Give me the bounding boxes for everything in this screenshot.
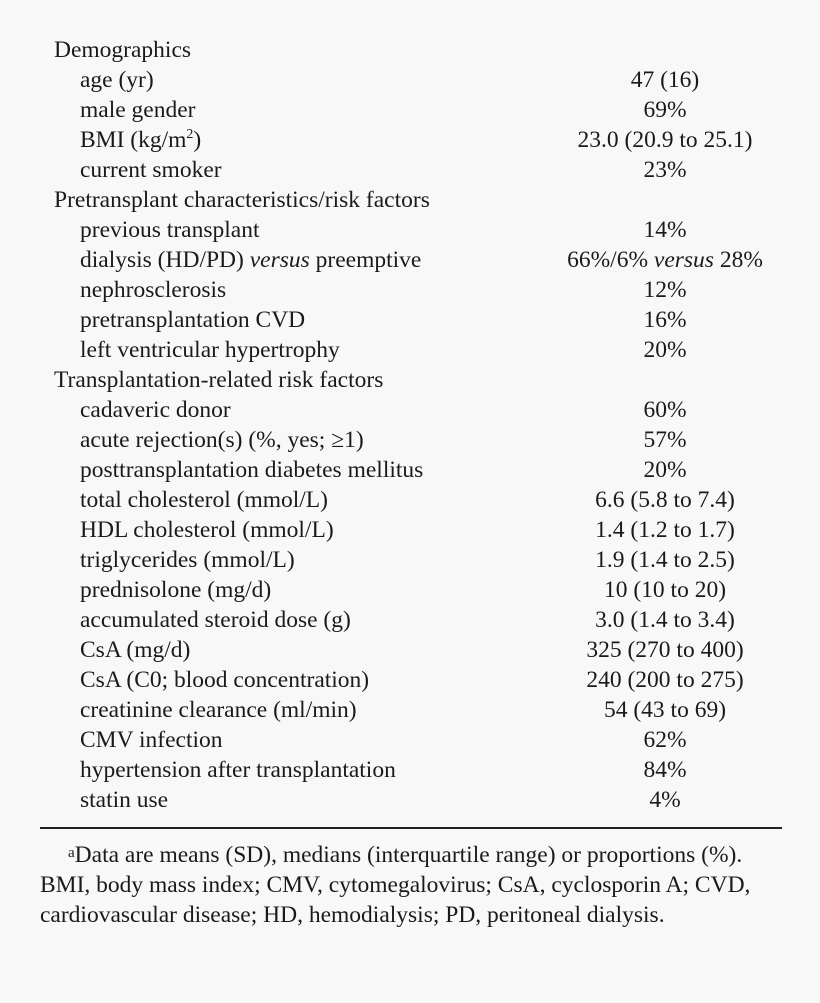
table-row <box>40 455 782 485</box>
table-row <box>40 635 782 665</box>
table-row <box>40 575 782 605</box>
row-label: dialysis (HD/PD) versus preemptive <box>80 246 422 273</box>
row-label: acute rejection(s) (%, yes; ≥1) <box>80 426 364 453</box>
row-label: statin use <box>80 786 169 813</box>
row-label: CMV infection <box>80 726 223 753</box>
section-label: Transplantation-related risk factors <box>54 366 384 393</box>
row-value: 3.0 (1.4 to 3.4) <box>595 606 735 633</box>
table-row <box>40 65 782 95</box>
table-row <box>40 425 782 455</box>
row-value: 66%/6% versus 28% <box>567 246 763 273</box>
row-label: male gender <box>80 96 196 123</box>
row-label: hypertension after transplantation <box>80 756 396 783</box>
row-label: left ventricular hypertrophy <box>80 336 340 363</box>
table-footnote <box>40 840 782 930</box>
table-row <box>40 785 782 815</box>
row-value: 4% <box>649 786 681 813</box>
row-label: CsA (mg/d) <box>80 636 191 663</box>
section-label: Pretransplant characteristics/risk factors <box>54 186 430 213</box>
table-row <box>40 695 782 725</box>
table-rule <box>40 827 782 829</box>
table-row <box>40 515 782 545</box>
row-value: 14% <box>643 216 687 243</box>
section-header-row <box>40 365 782 395</box>
row-label: triglycerides (mmol/L) <box>80 546 295 573</box>
table-row <box>40 155 782 185</box>
table-row <box>40 125 782 155</box>
row-label: pretransplantation CVD <box>80 306 306 333</box>
row-label: nephrosclerosis <box>80 276 227 303</box>
row-value: 23.0 (20.9 to 25.1) <box>577 126 753 153</box>
row-value: 16% <box>643 306 687 333</box>
footnote-text: Data are means (SD), medians (interquartile range) or proportions (%). BMI, body mass index; CMV, cytomegalovirus; CsA, cyclosporin A; CVD, cardiovascular disease; HD, hemodialysis; PD, peritoneal dialysis. <box>40 842 751 928</box>
table-row <box>40 485 782 515</box>
row-value: 12% <box>643 276 687 303</box>
row-value: 20% <box>643 456 687 483</box>
table-row <box>40 305 782 335</box>
row-value: 84% <box>643 756 687 783</box>
section-header-row <box>40 185 782 215</box>
row-label: previous transplant <box>80 216 260 243</box>
row-value: 240 (200 to 275) <box>586 666 744 693</box>
section-header-row <box>40 35 782 65</box>
row-value: 23% <box>643 156 687 183</box>
section-label: Demographics <box>54 36 192 63</box>
table-row <box>40 275 782 305</box>
table-row <box>40 605 782 635</box>
row-label: cadaveric donor <box>80 396 231 423</box>
row-value: 62% <box>643 726 687 753</box>
row-value: 69% <box>643 96 687 123</box>
row-label: posttransplantation diabetes mellitus <box>80 456 424 483</box>
row-value: 1.9 (1.4 to 2.5) <box>595 546 735 573</box>
table-row <box>40 755 782 785</box>
table-row <box>40 395 782 425</box>
row-label: prednisolone (mg/d) <box>80 576 272 603</box>
row-value: 57% <box>643 426 687 453</box>
row-value: 10 (10 to 20) <box>603 576 727 603</box>
row-label: total cholesterol (mmol/L) <box>80 486 328 513</box>
row-label: age (yr) <box>80 66 154 93</box>
row-label: CsA (C0; blood concentration) <box>80 666 370 693</box>
row-value: 60% <box>643 396 687 423</box>
row-value: 325 (270 to 400) <box>586 636 744 663</box>
footnote-mark: a <box>68 845 75 861</box>
table-row <box>40 95 782 125</box>
table-row <box>40 245 782 275</box>
row-label: current smoker <box>80 156 222 183</box>
row-label: creatinine clearance (ml/min) <box>80 696 357 723</box>
row-label: HDL cholesterol (mmol/L) <box>80 516 334 543</box>
row-value: 1.4 (1.2 to 1.7) <box>595 516 735 543</box>
row-value: 47 (16) <box>630 66 700 93</box>
table-row <box>40 545 782 575</box>
characteristics-table <box>40 35 782 815</box>
table-row <box>40 335 782 365</box>
row-value: 20% <box>643 336 687 363</box>
table-row <box>40 215 782 245</box>
row-value: 54 (43 to 69) <box>603 696 727 723</box>
row-label: BMI $(kg/m^2)$ <box>80 126 202 153</box>
row-value: 6.6 (5.8 to 7.4) <box>595 486 735 513</box>
row-label: accumulated steroid dose (g) <box>80 606 351 633</box>
table-row <box>40 725 782 755</box>
table-row <box>40 665 782 695</box>
